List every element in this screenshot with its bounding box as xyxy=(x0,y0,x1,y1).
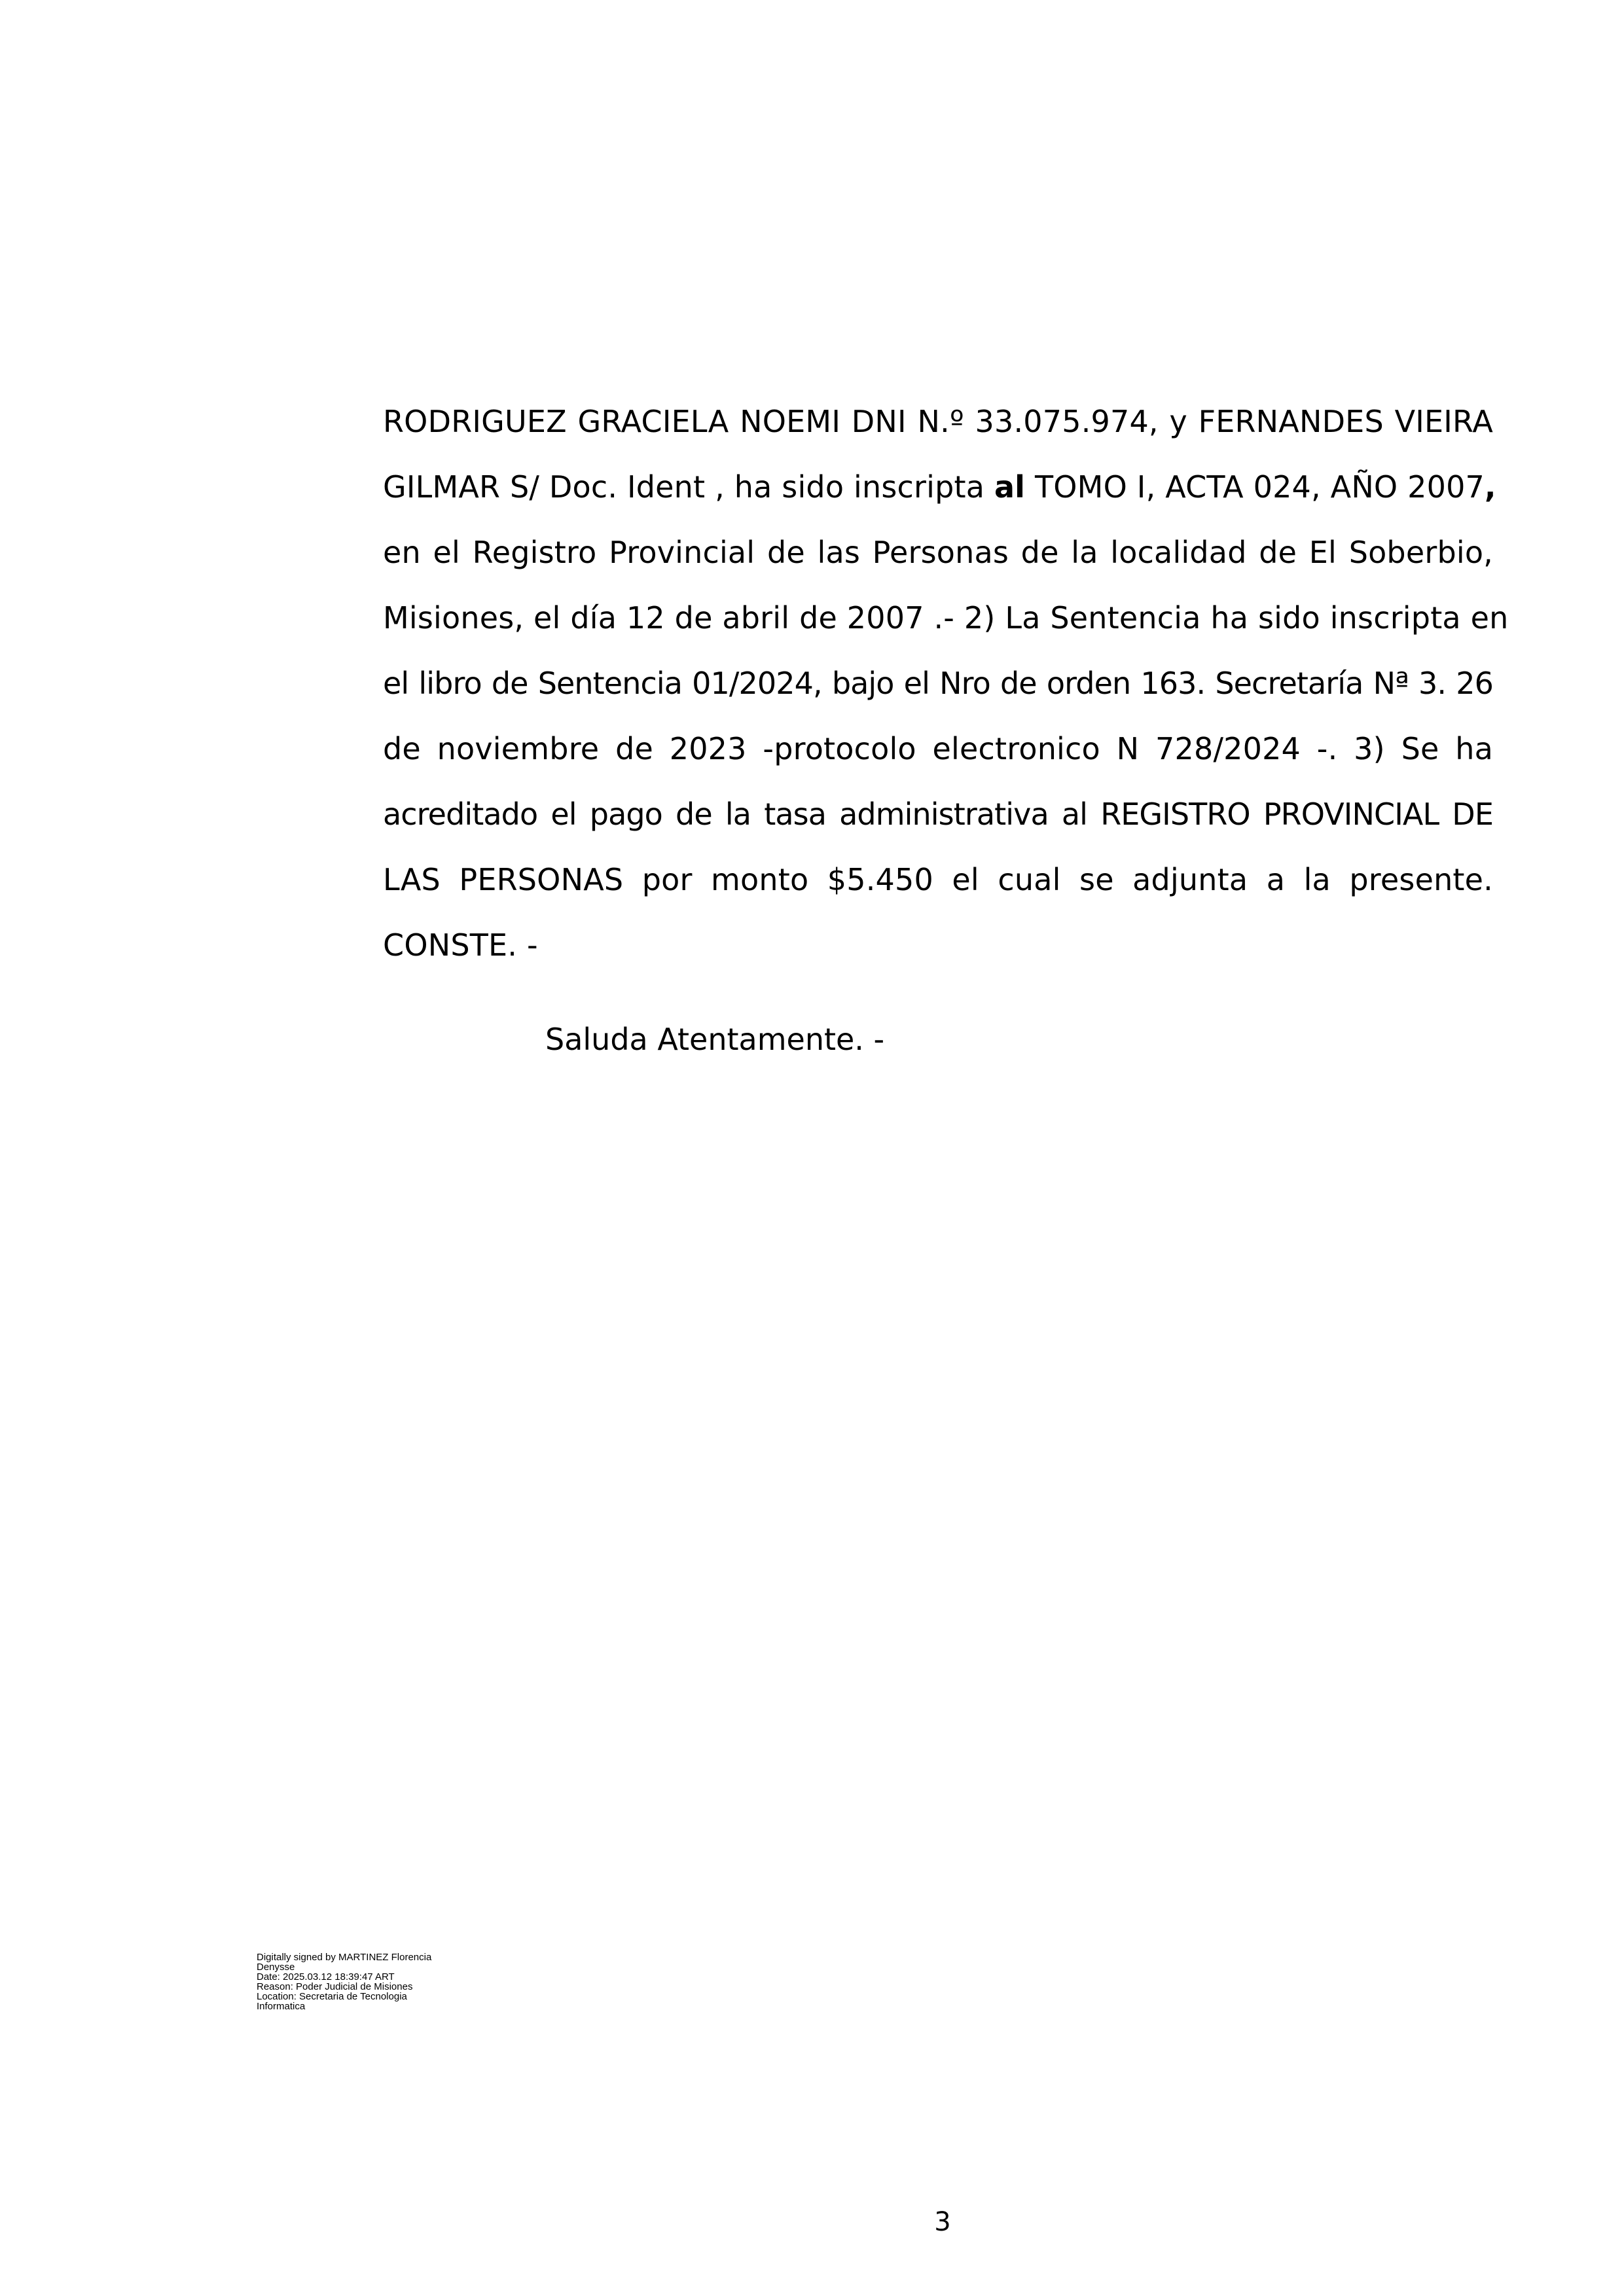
paragraph-line: el libro de Sentencia 01/2024, bajo el Nro de orden 163. Secretaría Nª 3. 26 xyxy=(383,666,1493,701)
signature-reason: Reason: Poder Judicial de Misiones xyxy=(257,1981,413,1992)
signature-signer-cont: Denysse xyxy=(257,1962,295,1973)
paragraph-text: TOMO I, ACTA 024, AÑO 2007 xyxy=(1025,469,1485,505)
paragraph-line xyxy=(383,454,1496,520)
paragraph-line: LAS PERSONAS por monto $5.450 el cual se adjunta a la presente. xyxy=(383,862,1493,897)
paragraph-line: de noviembre de 2023 -protocolo electronico N 728/2024 -. 3) Se ha xyxy=(383,731,1493,766)
bold-text: al xyxy=(994,469,1026,505)
signature-date: Date: 2025.03.12 18:39:47 ART xyxy=(257,1971,395,1982)
body-paragraph xyxy=(383,389,1509,978)
signature-signer: Digitally signed by MARTINEZ Florencia xyxy=(257,1952,432,1963)
paragraph-line: en el Registro Provincial de las Personas de la localidad de El Soberbio, xyxy=(383,535,1493,570)
paragraph-line: RODRIGUEZ GRACIELA NOEMI DNI N.º 33.075.974, y FERNANDES VIEIRA xyxy=(383,404,1493,439)
digital-signature-block xyxy=(257,1952,492,2011)
bold-text: , xyxy=(1485,469,1496,505)
signature-location: Location: Secretaria de Tecnologia xyxy=(257,1991,407,2002)
closing-salutation: Saluda Atentamente. - xyxy=(545,1022,885,1057)
paragraph-line: CONSTE. - xyxy=(383,927,538,963)
paragraph-line: acreditado el pago de la tasa administrativa al REGISTRO PROVINCIAL DE xyxy=(383,797,1493,832)
signature-location-cont: Informatica xyxy=(257,2001,306,2012)
paragraph-line: Misiones, el día 12 de abril de 2007 .- 2) La Sentencia ha sido inscripta en xyxy=(383,600,1509,636)
page-number: 3 xyxy=(934,2207,951,2237)
paragraph-text: GILMAR S/ Doc. Ident , ha sido inscripta xyxy=(383,469,985,505)
